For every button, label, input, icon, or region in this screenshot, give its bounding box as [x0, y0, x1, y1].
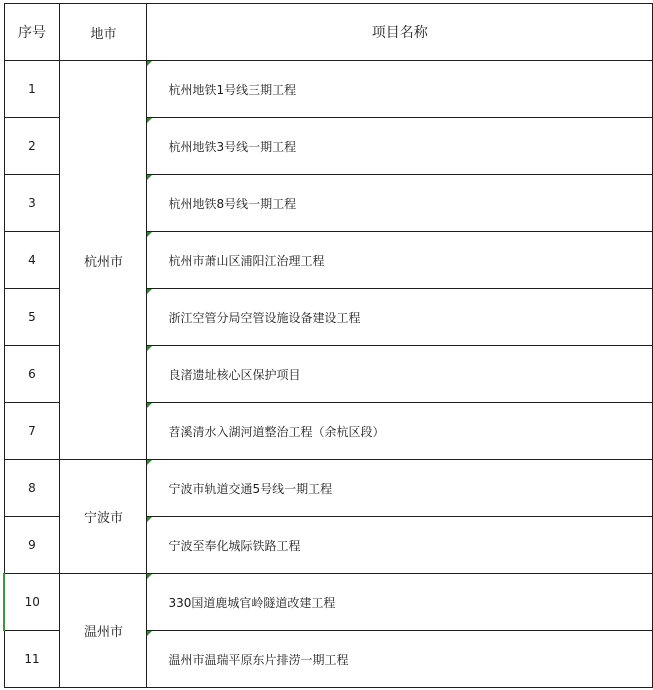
project-name-text: 苕溪清水入湖河道整治工程（余杭区段） [168, 424, 385, 439]
project-name-text: 杭州地铁8号线一期工程 [168, 196, 297, 211]
project-name-cell[interactable] [147, 289, 653, 346]
project-name-text: 杭州市萧山区浦阳江治理工程 [168, 253, 325, 268]
project-name-text: 浙江空管分局空管设施设备建设工程 [168, 310, 361, 325]
city-cell-wenzhou[interactable]: 温州市 [60, 574, 147, 688]
project-name-cell[interactable] [147, 346, 653, 403]
serial-number-cell[interactable]: 10 [4, 574, 60, 631]
serial-number-cell[interactable]: 7 [4, 403, 60, 460]
table-row [4, 460, 653, 517]
table-header-row [4, 4, 653, 61]
cell-comment-marker-icon [147, 232, 152, 237]
project-name-cell[interactable] [147, 61, 653, 118]
project-table [3, 3, 653, 688]
header-city[interactable]: 地市 [60, 4, 147, 61]
cell-comment-marker-icon [147, 118, 152, 123]
header-serial-number[interactable]: 序号 [4, 4, 60, 61]
cell-comment-marker-icon [147, 403, 152, 408]
serial-number-cell[interactable]: 8 [4, 460, 60, 517]
project-name-cell[interactable] [147, 574, 653, 631]
serial-number-cell[interactable]: 6 [4, 346, 60, 403]
project-name-cell[interactable] [147, 631, 653, 688]
cell-comment-marker-icon [147, 346, 152, 351]
serial-number-cell[interactable]: 9 [4, 517, 60, 574]
serial-number-cell[interactable]: 5 [4, 289, 60, 346]
serial-number-cell[interactable]: 11 [4, 631, 60, 688]
serial-number-cell[interactable]: 1 [4, 61, 60, 118]
table-row [4, 574, 653, 631]
project-name-text: 杭州地铁1号线三期工程 [168, 82, 297, 97]
cell-comment-marker-icon [147, 574, 152, 579]
project-name-cell[interactable] [147, 517, 653, 574]
project-name-cell[interactable] [147, 118, 653, 175]
serial-number-cell[interactable]: 3 [4, 175, 60, 232]
city-cell-ningbo[interactable]: 宁波市 [60, 460, 147, 574]
cell-comment-marker-icon [147, 460, 152, 465]
cell-comment-marker-icon [147, 61, 152, 66]
project-name-cell[interactable] [147, 175, 653, 232]
project-name-cell[interactable] [147, 232, 653, 289]
city-cell-hangzhou[interactable]: 杭州市 [60, 61, 147, 460]
project-name-text: 良渚遗址核心区保护项目 [168, 367, 301, 382]
header-project-name[interactable]: 项目名称 [147, 4, 653, 61]
project-name-text: 杭州地铁3号线一期工程 [168, 139, 297, 154]
project-name-text: 宁波至奉化城际铁路工程 [168, 538, 301, 553]
cell-comment-marker-icon [147, 517, 152, 522]
serial-number-cell[interactable]: 2 [4, 118, 60, 175]
serial-number-cell[interactable]: 4 [4, 232, 60, 289]
cell-comment-marker-icon [147, 175, 152, 180]
cell-comment-marker-icon [147, 289, 152, 294]
project-name-cell[interactable] [147, 403, 653, 460]
project-name-text: 330国道鹿城官岭隧道改建工程 [168, 595, 336, 610]
cell-comment-marker-icon [147, 631, 152, 636]
project-name-text: 宁波市轨道交通5号线一期工程 [168, 481, 333, 496]
table-row [4, 61, 653, 118]
project-name-text: 温州市温瑞平原东片排涝一期工程 [168, 652, 349, 667]
project-name-cell[interactable] [147, 460, 653, 517]
